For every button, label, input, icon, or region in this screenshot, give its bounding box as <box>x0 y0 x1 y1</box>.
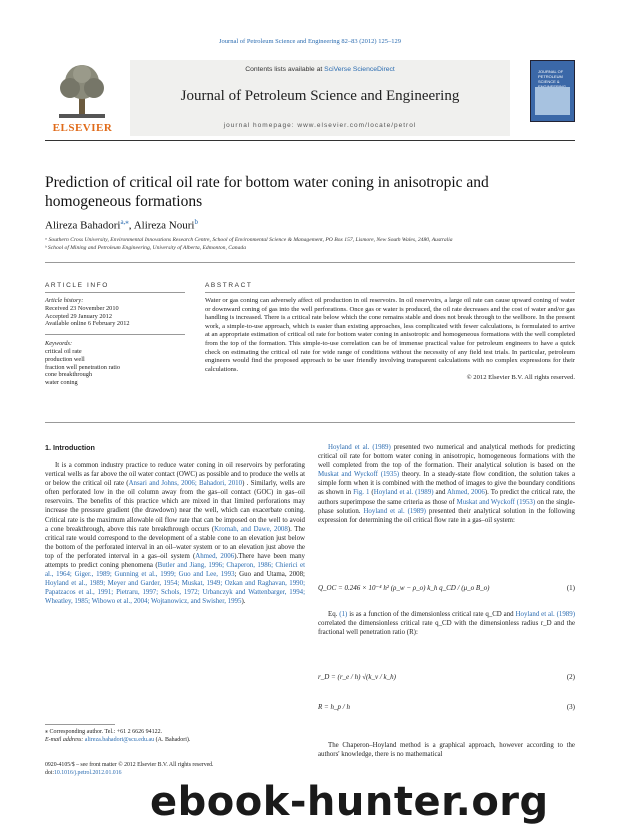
history-label: Article history: <box>45 297 84 304</box>
email-label: E-mail address: <box>45 737 85 743</box>
abstract-heading: ABSTRACT <box>205 282 253 289</box>
abstract-body <box>205 297 575 383</box>
body-text: The Chaperon–Hoyland method is a graphical approach, however according to the authors' knowledge, there is no mathematical <box>318 742 575 759</box>
article-info <box>45 297 185 387</box>
citation-link[interactable]: Hoyland et al. (1989) <box>373 489 434 497</box>
equation-1-text: Q_OC = 0.246 × 10⁻⁴ h² (ρ_w − ρ_o) k_h q_CD / (μ_o B_o) <box>318 584 490 592</box>
equation-2-text: r_D = (r_e / h) √(k_v / k_h) <box>318 673 396 681</box>
citation-link[interactable]: Ansari and Johns, 2006; Bahadori, 2010 <box>128 480 243 488</box>
body-text: theory. In a steady-state flow condition, the solution takes a simple form when it is combined with the method of images to give the boundary conditions as shown in <box>318 471 576 497</box>
article-info-rule <box>45 292 185 293</box>
citation-link[interactable]: Kromah, and Dawe, 2008 <box>214 525 288 533</box>
keywords-rule <box>45 334 185 335</box>
equation-link[interactable]: (1) <box>339 611 348 618</box>
citation-link[interactable]: Ahmed, 2006 <box>447 489 485 497</box>
intro-text: ). The critical rate would correspond to the development of a stable cone to an elevation just below the bottom of the perforated interval in an oil–water system or to an elevation just above the top of the perforated interval in a gas–oil system ( <box>45 525 306 560</box>
article-info-heading: ARTICLE INFO <box>45 282 109 289</box>
keyword-item: production well <box>45 355 85 363</box>
journal-header <box>45 60 575 136</box>
keywords-label: Keywords: <box>45 340 73 348</box>
introduction-paragraph <box>45 461 305 607</box>
equation-1-number: (1) <box>566 584 575 592</box>
affiliation-rule <box>45 262 575 263</box>
corresponding-author: ⁎ Corresponding author. Tel.: +61 2 6626 94122. <box>45 729 163 735</box>
equation-3-text: R = h_p / h <box>318 703 350 711</box>
copyright-notice: © 2012 Elsevier B.V. All rights reserved. <box>466 374 575 382</box>
body-text: ( <box>369 489 374 497</box>
right-column-paragraph <box>318 610 575 637</box>
author-list <box>45 218 198 232</box>
affiliation-b: ᵇ School of Mining and Petroleum Engineering, University of Alberta, Edmonton, Canada <box>45 245 246 251</box>
author-2[interactable]: , Alireza Nouri <box>128 219 195 232</box>
affiliation-a: ᵃ Southern Cross University, Environmental Innovations Research Centre, School of Environmental Science & Management, PO Box 157, Lismore, New South Wales, 2480, Australia <box>45 237 453 243</box>
elsevier-tree-icon <box>53 62 111 120</box>
body-text: on the single-phase solution. <box>318 498 575 515</box>
intro-text: ) . Similarly, wells are often perforated low in the oil column away from the gas–oil contact (GOC) in gas–oil reservoirs. The benefits of this practice which are mixed in that limited perforations may increase the pressure gradient (the drawdown) near the well, which can exacerbate coning. Critical rate is the maximum allowable oil flow rate that can be imposed on the well to avoid a cone breakthrough, above this rate breakthrough occurs ( <box>45 480 306 533</box>
intro-text: ).There have been many attempts to predict coning phenomena ( <box>45 552 305 570</box>
equation-3-number: (3) <box>566 703 575 711</box>
body-text: presented their analytical solution in the following expression for determining the oil critical flow rate in a gas–oil system: <box>318 507 575 524</box>
contents-line <box>130 66 510 73</box>
doi-link[interactable]: 10.1016/j.petrol.2012.01.016 <box>54 769 122 776</box>
header-rule <box>45 140 575 141</box>
contents-prefix: Contents lists available at <box>245 66 325 73</box>
paper-title: Prediction of critical oil rate for bottom water coning in anisotropic and homogeneous formations <box>45 174 489 210</box>
journal-title: Journal of Petroleum Science and Engineering <box>180 88 460 104</box>
equation-1 <box>318 584 575 598</box>
online-date: Available online 6 February 2012 <box>45 320 130 328</box>
author-1[interactable]: Alireza Bahadori <box>45 219 121 232</box>
body-text: and <box>433 489 448 497</box>
citation-link[interactable]: Hoyland et al. (1989) <box>328 444 391 451</box>
author-2-marks[interactable]: b <box>194 218 198 226</box>
elsevier-wordmark: ELSEVIER <box>52 122 113 134</box>
introduction-heading: 1. Introduction <box>45 443 95 452</box>
citation-link[interactable]: Butler and Jiang, 1996; Chaperon, 1986; Chierici et al., 1964; Giger., 1989; Gunning et al., 1999; Guo and Lee, 1993 <box>45 562 305 579</box>
email-suffix: (A. Bahadori). <box>154 737 191 743</box>
journal-citation-line[interactable]: Journal of Petroleum Science and Engineering 82–83 (2012) 125–129 <box>219 38 401 45</box>
footnote <box>45 728 305 744</box>
watermark: ebook-hunter.org <box>150 779 549 825</box>
intro-text: It is a common industry practice to reduce water coning in oil reservoirs by perforating vertical wells as far above the oil water contact (OWC) as possible and to produce the wells at or below the critical oil rate ( <box>45 462 305 488</box>
intro-text: ; Guo and Utama, 2008; <box>234 571 305 579</box>
citation-link[interactable]: Muskat and Wyckoff (1953) <box>456 498 536 506</box>
journal-cover-thumbnail[interactable] <box>530 60 575 122</box>
keyword-item: cone breakthrough <box>45 371 93 379</box>
sciencedirect-link[interactable]: SciVerse ScienceDirect <box>324 66 395 73</box>
accepted-date: Accepted 29 January 2012 <box>45 312 112 320</box>
cover-title: JOURNAL OF PETROLEUM SCIENCE & <box>538 69 564 84</box>
body-text: is as a function of the dimensionless critical rate q_CD and <box>347 611 516 618</box>
equation-3 <box>318 703 575 717</box>
author-1-marks[interactable]: a,⁎ <box>120 218 129 226</box>
citation-link[interactable]: Muskat and Wyckoff (1935) <box>318 471 400 479</box>
journal-masthead <box>130 60 510 136</box>
body-text: Eq. <box>328 611 340 618</box>
citation-link[interactable]: Ahmed, 2006 <box>195 552 235 560</box>
keyword-item: water coning <box>45 379 78 387</box>
equation-2 <box>318 673 575 687</box>
keyword-item: fraction well penetration ratio <box>45 363 121 371</box>
email-line <box>45 736 305 744</box>
journal-homepage[interactable]: journal homepage: www.elsevier.com/locate/petrol <box>223 122 417 129</box>
right-column-paragraph <box>318 741 575 759</box>
doi-line <box>45 770 305 778</box>
citation-link[interactable]: Hoyland et al., 1989; Meyer and Garder, 1954; Muskat, 1949; Ozkan and Raghavan, 1990; Papatzacos et al., 1991; Pietraru, 1997; Schols, 1972; Urbanczyk and Wattenbarger, 1994; Wheatley, 1985; Wibowo et al., 2004; Wojtanowicz, and Swisher, 1995 <box>45 580 305 606</box>
equation-2-number: (2) <box>566 673 575 681</box>
body-text: correlated the dimensionless critical rate q_CD with the dimensionless radius r_D and the fractional well penetration ratio (R): <box>318 620 575 637</box>
abstract-rule <box>205 292 575 293</box>
citation-link[interactable]: Hoyland et al. (1989) <box>363 507 426 515</box>
figure-link[interactable]: Fig. 1 <box>353 489 370 497</box>
issn-footer <box>45 762 305 777</box>
elsevier-logo[interactable] <box>45 62 120 136</box>
abstract-text: Water or gas coning can adversely affect oil production in oil reservoirs. In oil reservoirs, a large oil rate can cause upward coning of water or downward coning of gas into the well perforations. Once gas or water is produced, the oil rate decreases and the cost of water and/or gas handling is increased. There is a critical rate below which the cone remains stable and does not break through to the wellbore. In the present work, a simple-to-use approach, which is easier than existing approaches, less complicated with fewer calculations, is formulated to arrive at an appropriate estimation of critical oil rate for bottom water coning in anisotropic and homogeneous formations with the well completed from the top of the formation. This simple-to-use correlation can be of immense practical value for petroleum engineers to have a quick check on estimating the critical oil rate for wide range of conditions without the necessity of any field test trials. In particular, petroleum engineers would find the proposed approach to be user friendly involving transparent calculations with no complex expressions for their calculations. <box>205 297 575 373</box>
email-link[interactable]: alireza.bahadori@scu.edu.au <box>84 737 155 743</box>
citation-link[interactable]: Hoyland et al. (1989) <box>515 611 575 618</box>
body-text: presented two numerical and analytical methods for predicting critical oil rate for bottom water coning in anisotropic, homogeneous formations with the well completed from the top of the formation. Their analytical solution is based on the <box>318 444 576 470</box>
right-column-paragraph <box>318 443 575 525</box>
body-text: ). To predict the critical rate, the authors superimpose the same criteria as those of <box>318 489 576 506</box>
intro-text: ). <box>241 598 246 606</box>
footnote-rule <box>45 724 115 725</box>
doi-label: doi: <box>45 769 55 776</box>
received-date: Received 23 November 2010 <box>45 304 119 312</box>
keyword-item: critical oil rate <box>45 347 82 355</box>
issn-line: 0920-4105/$ – see front matter © 2012 Elsevier B.V. All rights reserved. <box>45 762 214 768</box>
abstract-bottom-rule <box>45 422 575 423</box>
cover-graphic <box>535 87 570 115</box>
